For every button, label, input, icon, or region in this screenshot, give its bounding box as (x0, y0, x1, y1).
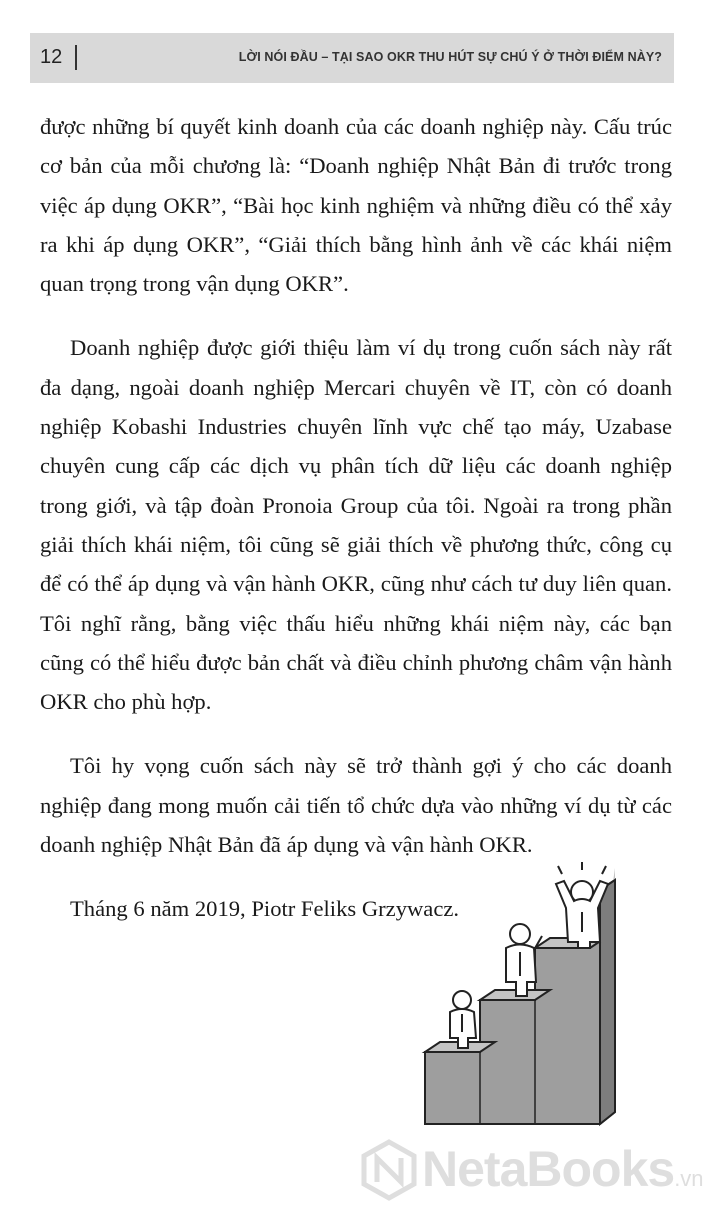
watermark-suffix: .vn (674, 1166, 704, 1191)
paragraph-3 (40, 746, 672, 864)
watermark-brand-name: NetaBooks (422, 1141, 675, 1197)
page-number: 12 (40, 46, 63, 68)
netabooks-logo-icon (362, 1140, 416, 1200)
signature-line: Tháng 6 năm 2019, Piotr Feliks Grzywacz. (70, 896, 460, 922)
paragraph-3-text: Tôi hy vọng cuốn sách này sẽ trở thành gợi ý cho các doanh nghiệp đang mong muốn cải tiến tổ chức dựa vào những ví dụ từ các doanh nghiệp Nhật Bản đã áp dụng và vận hành OKR. (40, 753, 672, 858)
chapter-title: LỜI NÓI ĐẦU – TẠI SAO OKR THU HÚT SỰ CHÚ Ý Ở THỜI ĐIỂM NÀY? (238, 50, 662, 64)
staircase-people-illustration (410, 872, 630, 1134)
running-header (30, 33, 674, 83)
person-small-icon (450, 991, 476, 1048)
watermark-brand (422, 1140, 704, 1198)
header-divider (75, 45, 77, 70)
paragraph-2-text: Doanh nghiệp được giới thiệu làm ví dụ trong cuốn sách này rất đa dạng, ngoài doanh nghiệp Mercari chuyên về IT, còn có doanh nghiệp Kobashi Industries chuyên lĩnh vực chế tạo máy, Uzabase chuyên cung cấp các dịch vụ phân tích dữ liệu các doanh nghiệp trong giới, và tập đoàn Pronoia Group của tôi. Ngoài ra trong phần giải thích khái niệm, tôi cũng sẽ giải thích về phương thức, công cụ để có thể áp dụng và vận hành OKR, cũng như cách tư duy liên quan. Tôi nghĩ rằng, bằng việc thấu hiểu những khái niệm này, các bạn cũng có thể hiểu được bản chất và điều chỉnh phương châm vận hành OKR cho phù hợp. (40, 335, 672, 715)
page-body (40, 107, 672, 929)
paragraph-1: được những bí quyết kinh doanh của các doanh nghiệp này. Cấu trúc cơ bản của mỗi chương là: “Doanh nghiệp Nhật Bản đi trước trong việc áp dụng OKR”, “Bài học kinh nghiệm và những điều có thể xảy ra khi áp dụng OKR”, “Giải thích bằng hình ảnh về các khái niệm quan trọng trong vận dụng OKR”. (40, 114, 672, 297)
paragraph-2 (40, 328, 672, 721)
